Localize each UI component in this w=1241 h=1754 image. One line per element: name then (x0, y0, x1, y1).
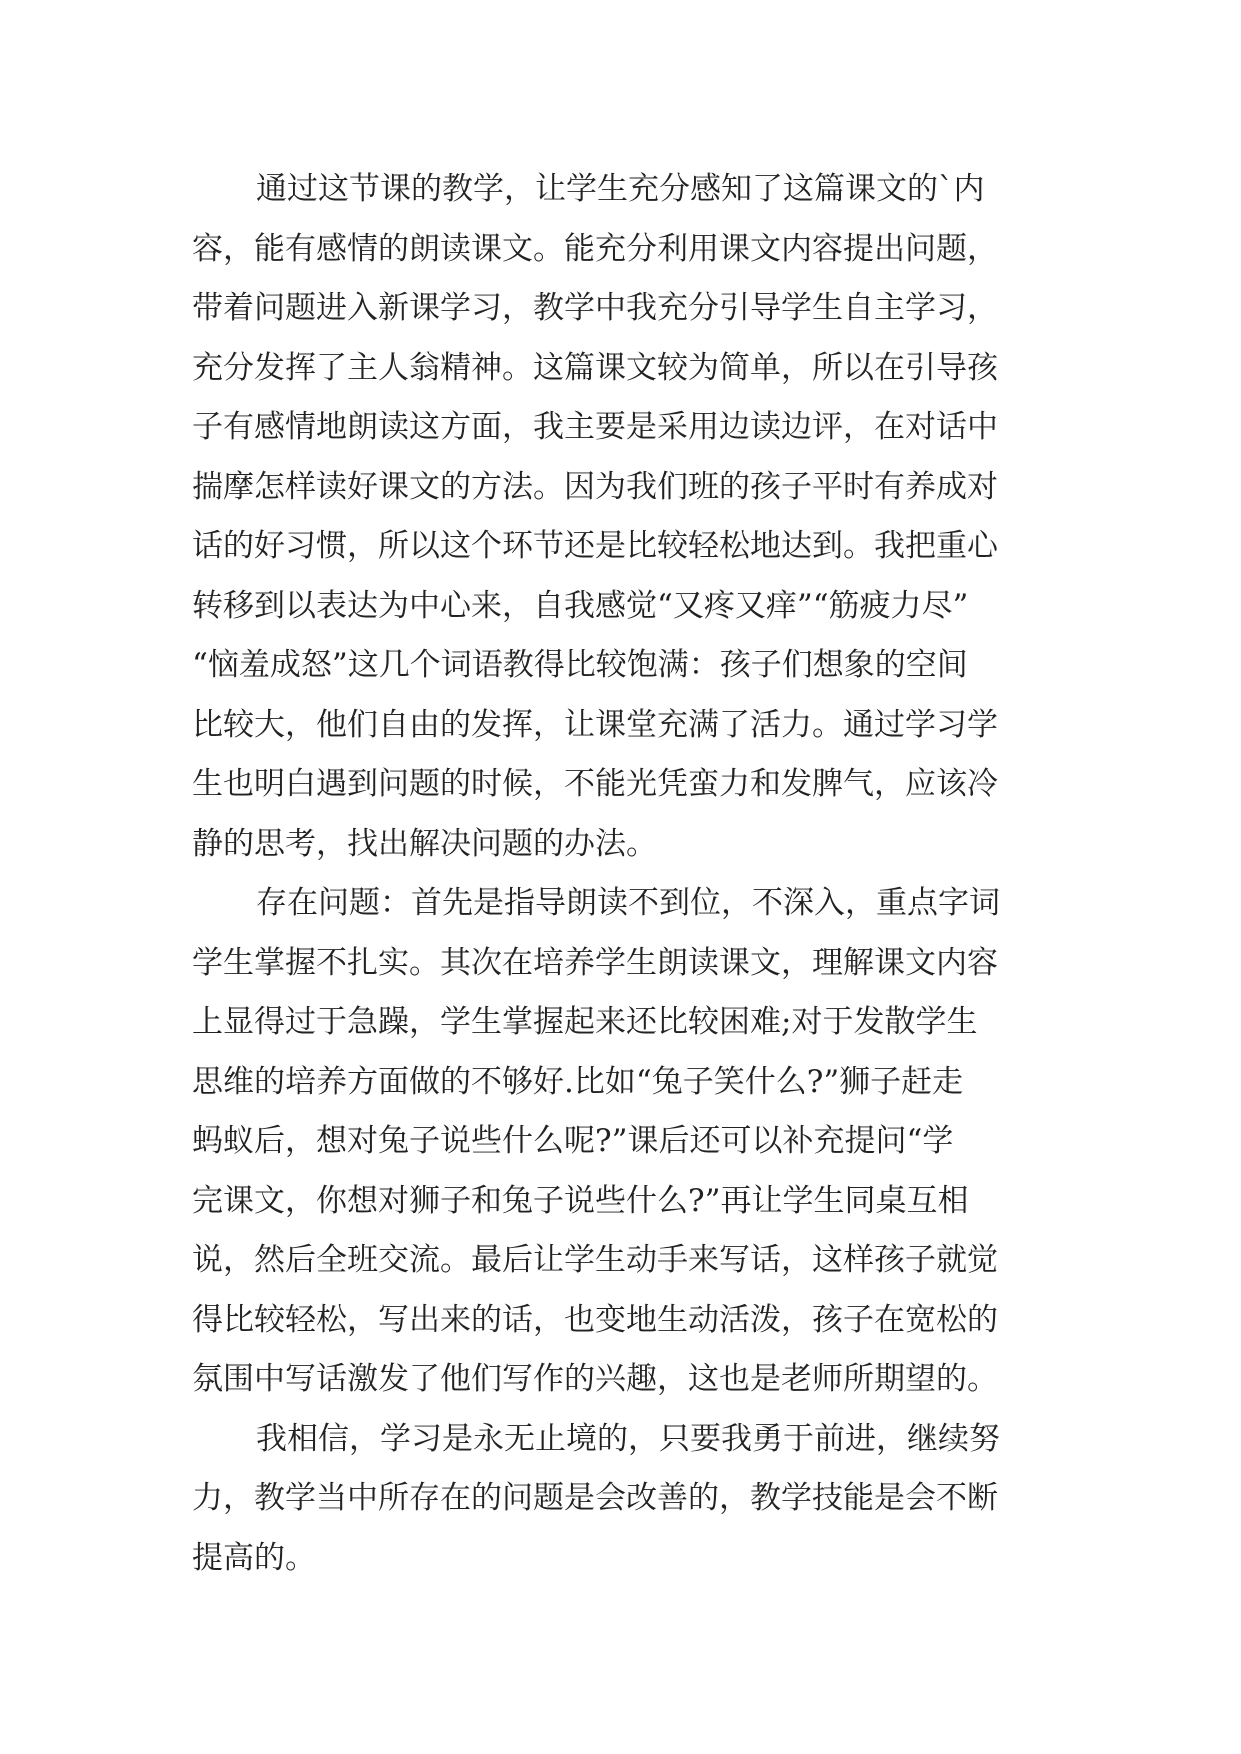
text-line: 得比较轻松，写出来的话，也变地生动活泼，孩子在宽松的 (192, 1301, 998, 1338)
text-line: 思维的培养方面做的不够好.比如“兔子笑什么?”狮子赶走 (192, 1063, 964, 1100)
text-line: 上显得过于急躁，学生掌握起来还比较困难;对于发散学生 (192, 1004, 978, 1040)
document-body (192, 160, 1092, 1588)
paragraph-1 (192, 160, 1092, 874)
text-line: 生也明白遇到问题的时候，不能光凭蛮力和发脾气，应该冷 (192, 766, 998, 802)
text-line: 存在问题：首先是指导朗读不到位，不深入，重点字词 (256, 885, 1000, 921)
text-line: 容，能有感情的朗读课文。能充分利用课文内容提出问题， (192, 230, 998, 267)
text-line: 力，教学当中所存在的问题是会改善的，教学技能是会不断 (192, 1480, 998, 1516)
text-line: 充分发挥了主人翁精神。这篇课文较为简单，所以在引导孩 (192, 349, 998, 386)
text-line: 完课文，你想对狮子和兔子说些什么?”再让学生同桌互相 (192, 1182, 969, 1219)
text-line: 静的思考，找出解决问题的办法。 (192, 825, 657, 862)
text-line: 氛围中写话激发了他们写作的兴趣，这也是老师所期望的。 (192, 1361, 998, 1397)
text-line: 比较大，他们自由的发挥，让课堂充满了活力。通过学习学 (192, 706, 998, 743)
paragraph-3 (192, 1410, 1092, 1589)
text-line: 转移到以表达为中心来，自我感觉“又疼又痒”“筋疲力尽” (192, 587, 969, 624)
text-line: 子有感情地朗读这方面，我主要是采用边读边评，在对话中 (192, 409, 998, 445)
text-line: 话的好习惯，所以这个环节还是比较轻松地达到。我把重心 (192, 528, 998, 564)
text-line: “恼羞成怒”这几个词语教得比较饱满：孩子们想象的空间 (192, 647, 968, 683)
text-line: 带着问题进入新课学习，教学中我充分引导学生自主学习， (192, 290, 998, 326)
text-line: 学生掌握不扎实。其次在培养学生朗读课文，理解课文内容 (192, 944, 998, 981)
text-line: 通过这节课的教学，让学生充分感知了这篇课文的`内 (256, 171, 985, 207)
text-line: 我相信，学习是永无止境的，只要我勇于前进，继续努 (256, 1420, 1000, 1457)
text-line: 蚂蚁后，想对兔子说些什么呢?”课后还可以补充提问“学 (192, 1123, 954, 1159)
text-line: 提高的。 (192, 1539, 316, 1576)
text-line: 说，然后全班交流。最后让学生动手来写话，这样孩子就觉 (192, 1242, 998, 1278)
paragraph-2 (192, 874, 1092, 1410)
text-line: 揣摩怎样读好课文的方法。因为我们班的孩子平时有养成对 (192, 468, 998, 505)
